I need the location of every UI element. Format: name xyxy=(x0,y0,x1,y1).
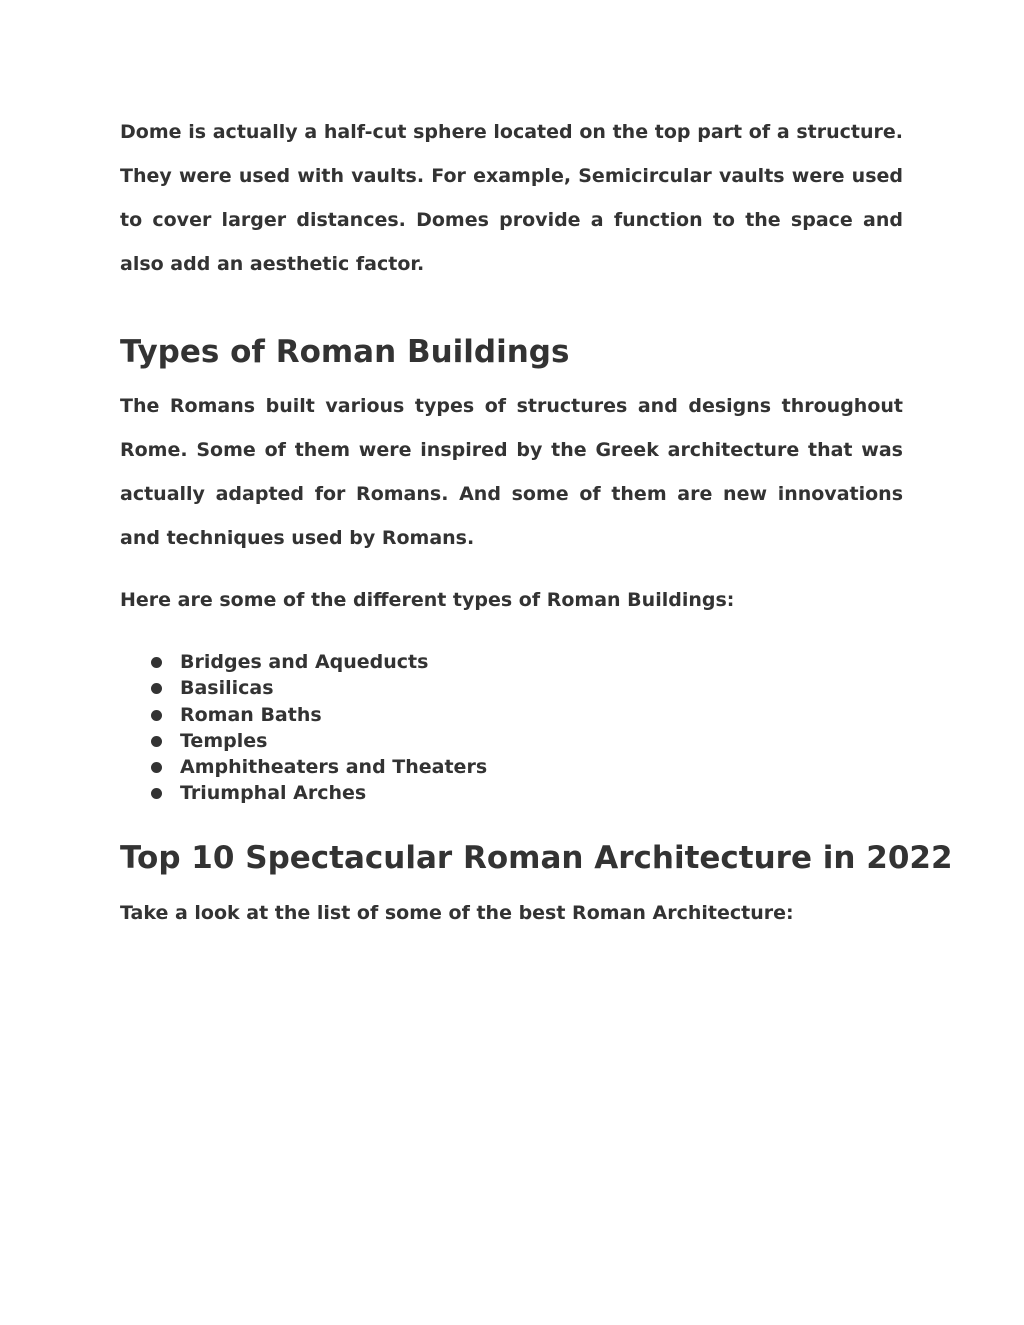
bullet-icon xyxy=(151,657,162,668)
list-item-label: Bridges and Aqueducts xyxy=(180,651,429,673)
list-item-label: Triumphal Arches xyxy=(180,782,367,805)
list-item-label: Temples xyxy=(180,729,268,752)
section-heading-types-of-roman-buildings: Types of Roman Buildings xyxy=(120,334,570,370)
list-item xyxy=(120,780,487,806)
list-item-label: Amphitheaters and Theaters xyxy=(180,756,488,779)
list-item xyxy=(120,754,487,780)
types-paragraph: The Romans built various types of structures and designs throughout Rome. Some of them were inspired by the Greek architecture that was actually adapted for Romans. And some of them are new innovations and techniques used by Romans. xyxy=(120,395,903,549)
intro-paragraph: Dome is actually a half-cut sphere located on the top part of a structure. They were used with vaults. For example, Semicircular vaults were used to cover larger distances. Domes provide a function to the space and also add an aesthetic factor. xyxy=(120,121,903,275)
bullet-icon xyxy=(151,683,162,694)
list-item xyxy=(120,702,487,728)
list-item xyxy=(120,675,487,701)
section-heading-top-10: Top 10 Spectacular Roman Architecture in 2022 xyxy=(120,840,953,876)
bullet-icon xyxy=(151,762,162,773)
bullet-icon xyxy=(151,736,162,747)
top-10-intro-paragraph: Take a look at the list of some of the best Roman Architecture: xyxy=(120,902,794,924)
building-types-list xyxy=(120,649,487,807)
list-intro-paragraph: Here are some of the different types of Roman Buildings: xyxy=(120,589,735,611)
list-item xyxy=(120,728,487,754)
bullet-icon xyxy=(151,710,162,721)
bullet-icon xyxy=(151,788,162,799)
list-item xyxy=(120,649,487,675)
list-item-label: Roman Baths xyxy=(180,703,322,726)
list-item-label: Basilicas xyxy=(180,677,274,700)
